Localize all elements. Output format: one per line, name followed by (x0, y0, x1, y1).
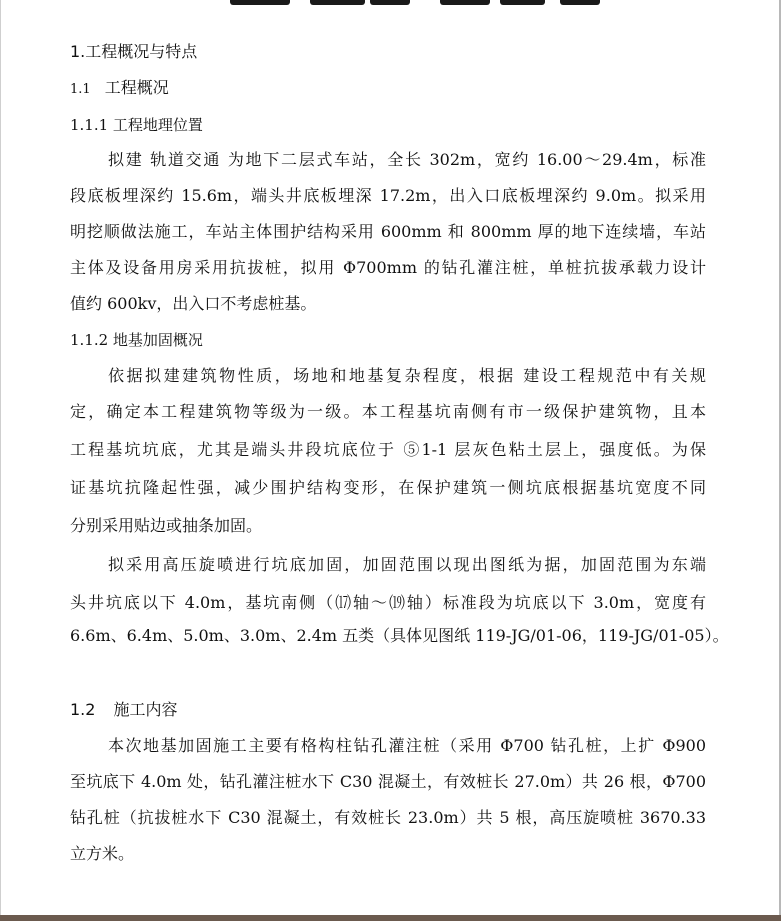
section-heading-1 (70, 42, 197, 62)
paragraph-line: 依据拟建建筑物性质，场地和地基复杂程度，根据 建设工程规范中有关规 (108, 366, 706, 385)
section-heading-1-1-1: 1.1.1 工程地理位置 (70, 116, 203, 134)
paragraph-line: 钻孔桩（抗拔桩水下 C30 混凝土，有效桩长 23.0m）共 5 根，高压旋喷桩 3670.33 (70, 808, 706, 827)
paragraph-line: 明挖顺做法施工，车站主体围护结构采用 600mm 和 800mm 厚的地下连续墙，车站 (70, 222, 706, 241)
paragraph-line: 6.6m、6.4m、5.0m、3.0m、2.4m 五类（具体见图纸 119-JG/01-06，119-JG/01-05）。 (70, 626, 729, 645)
paragraph-line: 工程基坑坑底，尤其是端头井段坑底位于 ⑤1-1 层灰色粘土层上，强度低。为保 (70, 440, 706, 459)
page-bottom-edge (0, 915, 781, 921)
section-title: 工程概况 (104, 78, 169, 97)
section-title: 施工内容 (113, 700, 178, 719)
paragraph-line: 头井坑底以下 4.0m，基坑南侧（⒄轴～⒆轴）标准段为坑底以下 3.0m，宽度有 (70, 593, 706, 612)
paragraph-line: 值约 600kv，出入口不考虑桩基。 (70, 294, 317, 313)
cropped-title-remnant (0, 0, 781, 6)
section-heading-1-1 (70, 78, 169, 100)
section-heading-1-2 (70, 700, 177, 720)
section-heading-1-1-2: 1.1.2 地基加固概况 (70, 331, 203, 349)
section-title: 工程概况与特点 (85, 42, 198, 61)
paragraph-line: 立方米。 (70, 844, 135, 863)
paragraph-line: 主体及设备用房采用抗拔桩，拟用 Φ700mm 的钻孔灌注桩，单桩抗拔承载力设计 (70, 258, 706, 277)
paragraph-line: 至坑底下 4.0m 处，钻孔灌注桩水下 C30 混凝土，有效桩长 27.0m）共 26 根，Φ700 (70, 772, 706, 791)
paragraph-line: 分别采用贴边或抽条加固。 (70, 516, 263, 535)
paragraph-line: 证基坑抗隆起性强，减少围护结构变形，在保护建筑一侧坑底根据基坑宽度不同 (70, 478, 706, 497)
paragraph-line: 段底板埋深约 15.6m，端头井底板埋深 17.2m，出入口底板埋深约 9.0m。拟采用 (70, 186, 706, 205)
paragraph-line: 拟采用高压旋喷进行坑底加固，加固范围以现出图纸为据，加固范围为东端 (108, 555, 706, 574)
paragraph-line: 定，确定本工程建筑物等级为一级。本工程基坑南侧有市一级保护建筑物，且本 (70, 402, 706, 421)
paragraph-line: 本次地基加固施工主要有格构柱钻孔灌注桩（采用 Φ700 钻孔桩，上扩 Φ900 (108, 736, 706, 755)
section-number: 1.1 (70, 82, 91, 97)
paragraph-line: 拟建 轨道交通 为地下二层式车站，全长 302m，宽约 16.00～29.4m，标准 (108, 150, 706, 169)
page-border-left (0, 0, 1, 921)
section-number: 1. (70, 42, 86, 61)
section-number: 1.2 (70, 700, 96, 719)
